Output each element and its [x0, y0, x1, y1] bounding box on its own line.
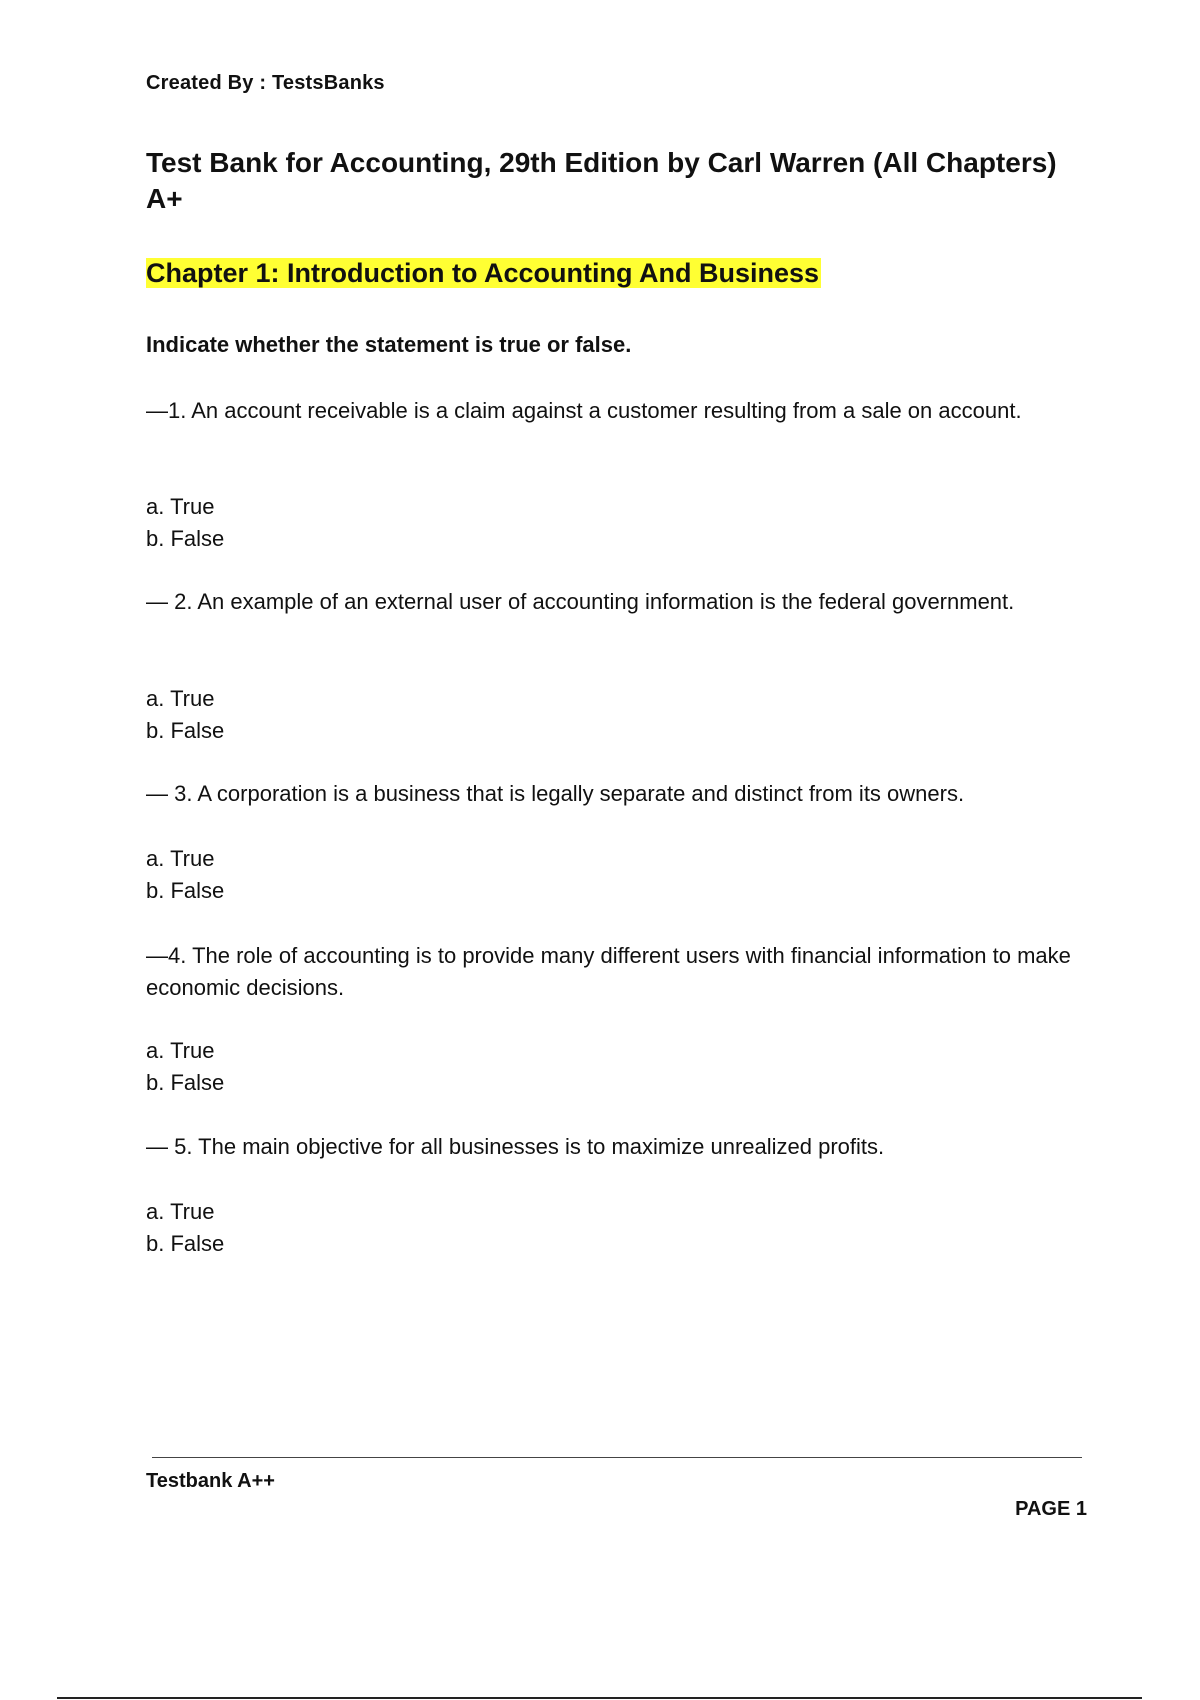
question-4: —4. The role of accounting is to provide many different users with financial information to make economic decisions.	[146, 943, 1071, 1000]
question-1: —1. An account receivable is a claim against a customer resulting from a sale on account.	[146, 398, 1022, 423]
page-number: PAGE 1	[1015, 1498, 1087, 1520]
document-title: Test Bank for Accounting, 29th Edition by Carl Warren (All Chapters) A+	[146, 147, 1057, 214]
question-2-option-a: a. True	[146, 686, 215, 711]
question-4-option-b: b. False	[146, 1070, 225, 1095]
instruction-text: Indicate whether the statement is true or false.	[146, 332, 632, 357]
question-4-option-a: a. True	[146, 1038, 215, 1063]
question-1-option-b: b. False	[146, 526, 225, 551]
footer-divider	[152, 1457, 1082, 1458]
created-by-label: Created By : TestsBanks	[146, 72, 385, 94]
question-1-option-a: a. True	[146, 494, 215, 519]
question-3-option-a: a. True	[146, 846, 215, 871]
question-2: — 2. An example of an external user of accounting information is the federal government.	[146, 589, 1015, 614]
question-5-option-b: b. False	[146, 1231, 225, 1256]
chapter-heading-text: Chapter 1: Introduction to Accounting And Business	[146, 258, 819, 288]
footer-label: Testbank A++	[146, 1470, 275, 1492]
question-5-option-a: a. True	[146, 1199, 215, 1224]
question-3-option-b: b. False	[146, 878, 225, 903]
chapter-heading	[146, 256, 821, 291]
question-2-option-b: b. False	[146, 718, 225, 743]
question-3: — 3. A corporation is a business that is legally separate and distinct from its owners.	[146, 781, 965, 806]
page-bottom-divider	[57, 1697, 1142, 1699]
question-5: — 5. The main objective for all businesses is to maximize unrealized profits.	[146, 1134, 885, 1159]
